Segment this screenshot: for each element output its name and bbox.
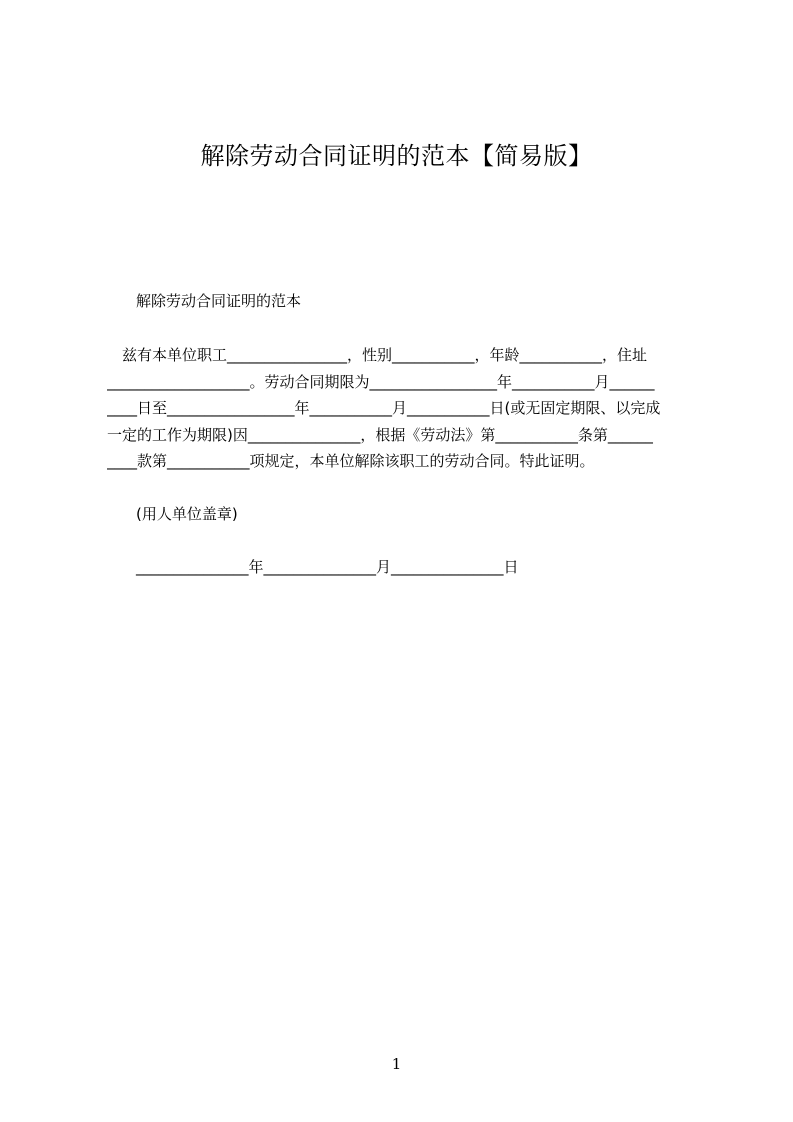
body-line: 兹有本单位职工________________，性别___________，年龄___________，住址 xyxy=(107,346,648,364)
employer-stamp-note: (用人单位盖章) xyxy=(136,505,238,523)
body-line: ____款第___________项规定，本单位解除该职工的劳动合同。特此证明。 xyxy=(107,452,595,470)
page-number: 1 xyxy=(391,1055,402,1073)
document-title: 解除劳动合同证明的范本【简易版】 xyxy=(200,142,593,170)
document-subtitle: 解除劳动合同证明的范本 xyxy=(136,292,302,310)
body-line: ____日至_________________年___________月___________日(或无固定期限、以完成 xyxy=(107,399,661,417)
signature-date-line: _______________年_______________月_______________日 xyxy=(136,558,519,576)
body-line: ___________________。劳动合同期限为_________________年___________月______ xyxy=(107,372,655,391)
body-line: 一定的工作为期限)因_______________，根据《劳动法》第___________条第______ xyxy=(107,425,653,444)
certificate-body xyxy=(107,342,703,475)
